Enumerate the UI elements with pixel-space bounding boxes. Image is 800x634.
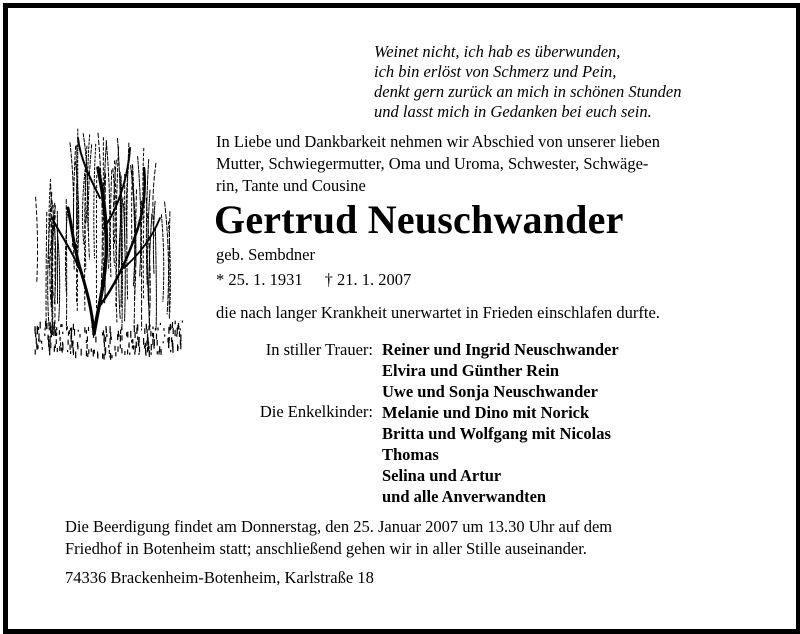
grandchild-entry: Melanie und Dino mit Norick	[382, 403, 590, 422]
poem-verse	[374, 42, 681, 122]
grandchild-entry: Selina und Artur	[382, 466, 502, 485]
grandchildren-list	[382, 402, 611, 507]
poem-line: und lasst mich in Gedanken bei euch sein.	[374, 102, 652, 121]
poem-line: denkt gern zurück an mich in schönen Stunden	[374, 82, 682, 101]
mourner-entry: Elvira und Günther Rein	[382, 361, 560, 380]
birth-date: * 25. 1. 1931	[216, 270, 303, 289]
mourners-list	[382, 339, 619, 402]
funeral-line: Die Beerdigung findet am Donnerstag, den 25. Januar 2007 um 13.30 Uhr auf dem	[65, 517, 613, 536]
intro-text	[216, 131, 660, 197]
death-statement: die nach langer Krankheit unerwartet in Frieden einschlafen durfte.	[216, 303, 660, 322]
mourners-label: In stiller Trauer:	[265, 340, 373, 359]
weeping-willow-icon	[28, 108, 188, 378]
address: 74336 Brackenheim-Botenheim, Karlstraße 18	[65, 568, 374, 587]
grandchild-entry: Britta und Wolfgang mit Nicolas	[382, 424, 611, 443]
grandchild-entry: Thomas	[382, 445, 439, 464]
intro-line: In Liebe und Dankbarkeit nehmen wir Abschied von unserer lieben	[216, 132, 660, 151]
life-dates	[216, 269, 411, 291]
maiden-name: geb. Sembdner	[216, 245, 315, 264]
deceased-name: Gertrud Neuschwander	[214, 197, 624, 242]
funeral-info	[65, 516, 612, 560]
death-date: † 21. 1. 2007	[324, 270, 412, 289]
intro-line: rin, Tante und Cousine	[216, 176, 366, 195]
funeral-line: Friedhof in Botenheim statt; anschließend gehen wir in aller Stille auseinander.	[65, 539, 587, 558]
grandchildren-label: Die Enkelkinder:	[259, 402, 373, 421]
intro-line: Mutter, Schwiegermutter, Oma und Uroma, Schwester, Schwäge-	[216, 154, 649, 173]
grandchild-entry: und alle Anverwandten	[382, 487, 547, 506]
mourner-entry: Reiner und Ingrid Neuschwander	[382, 340, 619, 359]
mourner-entry: Uwe und Sonja Neuschwander	[382, 382, 598, 401]
poem-line: Weinet nicht, ich hab es überwunden,	[374, 42, 621, 61]
poem-line: ich bin erlöst von Schmerz und Pein,	[374, 62, 617, 81]
